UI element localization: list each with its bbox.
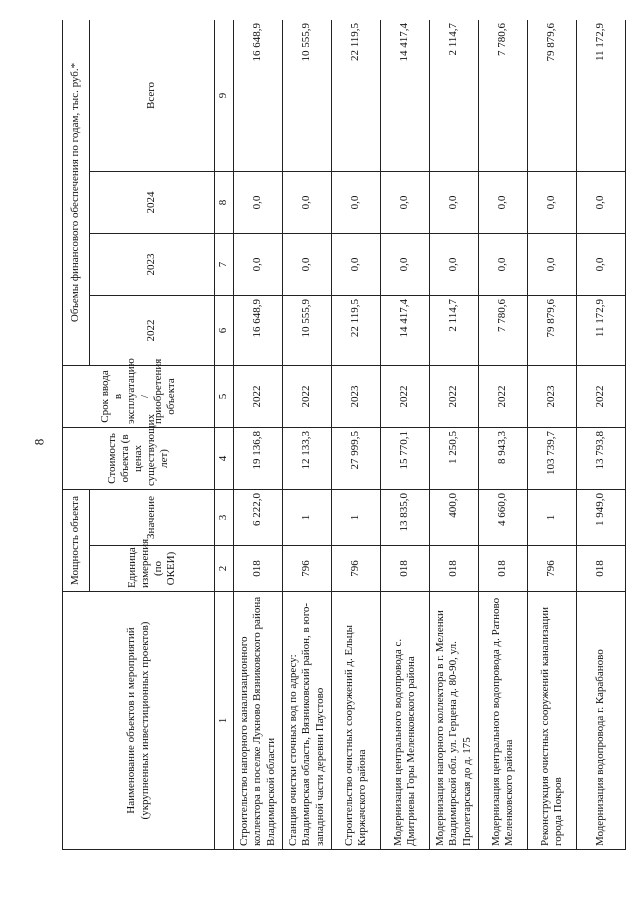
cell-year: 2022 xyxy=(577,365,626,427)
cell-name: Строительство очистных сооружений д. Ельцы Киржачского района xyxy=(332,592,381,850)
cell-unit: 018 xyxy=(430,546,479,592)
header-2023: 2023 xyxy=(90,233,215,295)
cell-2023: 0,0 xyxy=(283,233,332,295)
header-commissioning: Срок ввода в эксплуатацию / приобретения объекта xyxy=(63,365,215,427)
cell-cost: 8 943,3 xyxy=(479,427,528,489)
col-index: 3 xyxy=(215,489,234,545)
table-row xyxy=(234,20,283,850)
cell-2022: 79 879,6 xyxy=(528,295,577,365)
cell-value: 400,0 xyxy=(430,489,479,545)
rotated-content xyxy=(62,20,627,850)
cell-value: 1 xyxy=(332,489,381,545)
cell-cost: 19 136,8 xyxy=(234,427,283,489)
cell-year: 2022 xyxy=(234,365,283,427)
cell-2023: 0,0 xyxy=(332,233,381,295)
header-2024: 2024 xyxy=(90,171,215,233)
cell-unit: 796 xyxy=(528,546,577,592)
col-index: 8 xyxy=(215,171,234,233)
cell-total: 16 648,9 xyxy=(234,20,283,171)
table-row xyxy=(430,20,479,850)
cell-value: 1 xyxy=(528,489,577,545)
cell-2024: 0,0 xyxy=(528,171,577,233)
header-cost: Стоимость объекта (в ценах существующих лет) xyxy=(63,427,215,489)
cell-cost: 13 793,8 xyxy=(577,427,626,489)
cell-2024: 0,0 xyxy=(479,171,528,233)
cell-name: Строительство напорного канализационного коллектора в поселке Лукново Вязниковского района Владимирской области xyxy=(234,592,283,850)
cell-year: 2022 xyxy=(381,365,430,427)
cell-2022: 2 114,7 xyxy=(430,295,479,365)
table-row xyxy=(283,20,332,850)
investment-table xyxy=(62,20,626,850)
cell-name: Реконструкция очистных сооружений канализации города Покров xyxy=(528,592,577,850)
header-total: Всего xyxy=(90,20,215,171)
cell-2023: 0,0 xyxy=(577,233,626,295)
cell-total: 79 879,6 xyxy=(528,20,577,171)
cell-unit: 796 xyxy=(283,546,332,592)
cell-2024: 0,0 xyxy=(577,171,626,233)
cell-cost: 15 770,1 xyxy=(381,427,430,489)
cell-2023: 0,0 xyxy=(234,233,283,295)
cell-year: 2022 xyxy=(430,365,479,427)
cell-cost: 1 250,5 xyxy=(430,427,479,489)
cell-value: 4 660,0 xyxy=(479,489,528,545)
cell-value: 13 835,0 xyxy=(381,489,430,545)
rotated-page xyxy=(62,20,627,850)
page-number: 8 xyxy=(31,438,47,446)
header-unit: Единица измерения (по ОКЕИ) xyxy=(90,546,215,592)
cell-year: 2022 xyxy=(479,365,528,427)
cell-cost: 103 739,7 xyxy=(528,427,577,489)
cell-2024: 0,0 xyxy=(430,171,479,233)
cell-total: 14 417,4 xyxy=(381,20,430,171)
cell-2022: 7 780,6 xyxy=(479,295,528,365)
cell-unit: 018 xyxy=(381,546,430,592)
cell-2023: 0,0 xyxy=(430,233,479,295)
table-row xyxy=(332,20,381,850)
header-capacity: Мощность объекта xyxy=(63,489,90,591)
cell-unit: 018 xyxy=(479,546,528,592)
cell-unit: 018 xyxy=(234,546,283,592)
column-index-row xyxy=(215,20,234,850)
cell-2023: 0,0 xyxy=(381,233,430,295)
cell-total: 2 114,7 xyxy=(430,20,479,171)
cell-2024: 0,0 xyxy=(332,171,381,233)
col-index: 1 xyxy=(215,592,234,850)
cell-name: Модернизация центрального водопровода с. Дмитриевы Горы Меленковского района xyxy=(381,592,430,850)
cell-2022: 11 172,9 xyxy=(577,295,626,365)
cell-2022: 22 119,5 xyxy=(332,295,381,365)
col-index: 4 xyxy=(215,427,234,489)
cell-total: 11 172,9 xyxy=(577,20,626,171)
cell-cost: 12 133,3 xyxy=(283,427,332,489)
col-index: 9 xyxy=(215,20,234,171)
cell-2024: 0,0 xyxy=(381,171,430,233)
cell-cost: 27 999,5 xyxy=(332,427,381,489)
cell-value: 1 949,0 xyxy=(577,489,626,545)
cell-name: Модернизация напорного коллектора в г. Меленки Владимирской обл. ул. Герцена д. 80-90, ул. Пролетарская до д. 175 xyxy=(430,592,479,850)
cell-unit: 018 xyxy=(577,546,626,592)
cell-value: 6 222,0 xyxy=(234,489,283,545)
table-row xyxy=(381,20,430,850)
header-name: Наименование объектов и мероприятий (укрупненных инвестиционных проектов) xyxy=(63,592,215,850)
cell-2022: 16 648,9 xyxy=(234,295,283,365)
table-row xyxy=(479,20,528,850)
cell-total: 10 555,9 xyxy=(283,20,332,171)
cell-2022: 10 555,9 xyxy=(283,295,332,365)
cell-total: 22 119,5 xyxy=(332,20,381,171)
cell-2024: 0,0 xyxy=(234,171,283,233)
cell-year: 2022 xyxy=(283,365,332,427)
cell-name: Станция очистки сточных вод по адресу: Владимирская область, Вязниковский район, в юго-западной части деревни Паустово xyxy=(283,592,332,850)
col-index: 7 xyxy=(215,233,234,295)
col-index: 2 xyxy=(215,546,234,592)
cell-name: Модернизация водопровода г. Карабаново xyxy=(577,592,626,850)
cell-name: Модернизация центрального водопровода д. Ратново Меленковского района xyxy=(479,592,528,850)
cell-value: 1 xyxy=(283,489,332,545)
col-index: 5 xyxy=(215,365,234,427)
cell-2023: 0,0 xyxy=(479,233,528,295)
header-value: Значение xyxy=(90,489,215,545)
cell-2024: 0,0 xyxy=(283,171,332,233)
cell-2022: 14 417,4 xyxy=(381,295,430,365)
cell-year: 2023 xyxy=(332,365,381,427)
cell-unit: 796 xyxy=(332,546,381,592)
cell-year: 2023 xyxy=(528,365,577,427)
cell-total: 7 780,6 xyxy=(479,20,528,171)
col-index: 6 xyxy=(215,295,234,365)
table-row xyxy=(528,20,577,850)
table-row xyxy=(577,20,626,850)
header-funding: Объемы финансового обеспечения по годам, тыс. руб.* xyxy=(63,20,90,365)
cell-2023: 0,0 xyxy=(528,233,577,295)
header-2022: 2022 xyxy=(90,295,215,365)
